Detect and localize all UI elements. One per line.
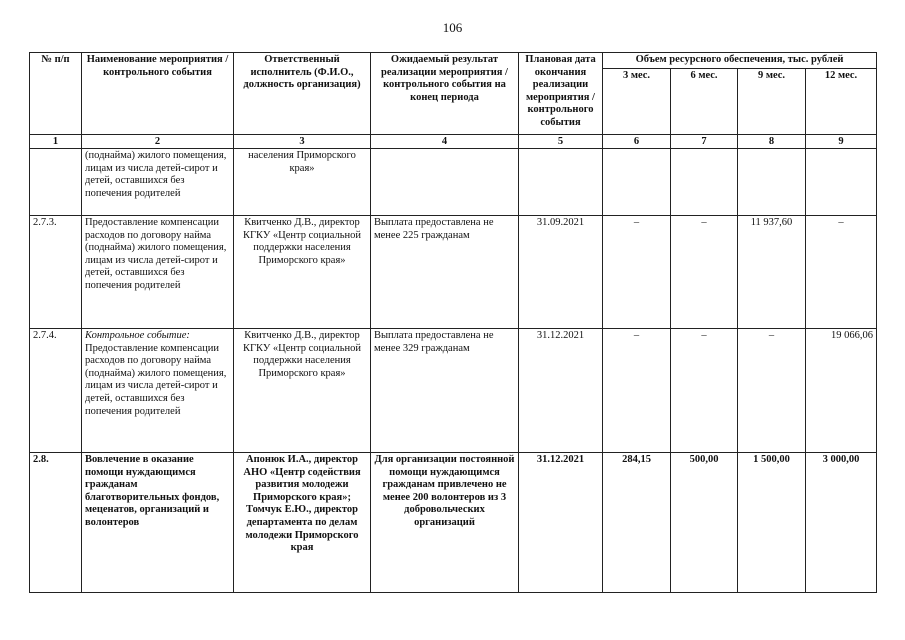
header-resources: Объем ресурсного обеспечения, тыс. рублей (603, 53, 877, 69)
row-name-text: Предоставление компенсации расходов по договору найма (поднайма) жилого помещения, лицам из числа детей-сирот и детей, оставшихся без попечения родителей (85, 217, 227, 291)
action-plan-table (29, 52, 877, 593)
header-num: № п/п (30, 53, 82, 135)
row-name (82, 216, 234, 329)
row-executor: населения Приморского края» (234, 149, 371, 216)
row-value-6m (671, 149, 738, 216)
row-value-12m: – (806, 216, 877, 329)
row-name-prefix: Контрольное событие: (85, 330, 190, 341)
row-value-9m: 1 500,00 (738, 453, 806, 593)
row-planned-date (519, 149, 603, 216)
row-planned-date: 31.09.2021 (519, 216, 603, 329)
row-name (82, 329, 234, 453)
page-number: 106 (442, 20, 463, 35)
row-value-3m (603, 149, 671, 216)
header-6-months: 6 мес. (671, 69, 738, 135)
column-number-row (30, 135, 877, 149)
table-row (30, 216, 877, 329)
row-expected-result: Выплата предоставлена не менее 329 гражданам (371, 329, 519, 453)
table-row (30, 329, 877, 453)
row-value-9m: – (738, 329, 806, 453)
row-executor: Квитченко Д.В., директор КГКУ «Центр социальной поддержки населения Приморского края» (234, 329, 371, 453)
row-value-12m: 3 000,00 (806, 453, 877, 593)
row-value-12m: 19 066,06 (806, 329, 877, 453)
row-executor: Квитченко Д.В., директор КГКУ «Центр социальной поддержки населения Приморского края» (234, 216, 371, 329)
row-expected-result: Выплата предоставлена не менее 225 гражданам (371, 216, 519, 329)
column-number: 4 (371, 135, 519, 149)
header-12-months: 12 мес. (806, 69, 877, 135)
row-name (82, 453, 234, 593)
row-expected-result (371, 149, 519, 216)
column-number: 7 (671, 135, 738, 149)
row-value-3m: – (603, 216, 671, 329)
row-executor: Апонюк И.А., директор АНО «Центр содействия развития молодежи Приморского края»; Томчук Е.Ю., директор департамента по делам молодежи Приморского края (234, 453, 371, 593)
table-row (30, 149, 877, 216)
row-planned-date: 31.12.2021 (519, 329, 603, 453)
row-number: 2.7.4. (30, 329, 82, 453)
row-value-9m: 11 937,60 (738, 216, 806, 329)
row-value-6m: – (671, 216, 738, 329)
row-number: 2.8. (30, 453, 82, 593)
row-name-text: Вовлечение в оказание помощи нуждающимся гражданам благотворительных фондов, меценатов, организаций и волонтеров (85, 454, 220, 528)
table-row (30, 453, 877, 593)
column-number: 3 (234, 135, 371, 149)
row-number: 2.7.3. (30, 216, 82, 329)
row-value-6m: – (671, 329, 738, 453)
header-9-months: 9 мес. (738, 69, 806, 135)
header-expected-result: Ожидаемый результат реализации мероприятия / контрольного события на конец периода (371, 53, 519, 135)
header-name: Наименование мероприятия / контрольного события (82, 53, 234, 135)
row-number (30, 149, 82, 216)
column-number: 8 (738, 135, 806, 149)
row-name-text: Предоставление компенсации расходов по договору найма (поднайма) жилого помещения, лицам из числа детей-сирот и детей, оставшихся без попечения родителей (85, 342, 227, 417)
column-number: 5 (519, 135, 603, 149)
row-planned-date: 31.12.2021 (519, 453, 603, 593)
header-executor: Ответственный исполнитель (Ф.И.О., должность организация) (234, 53, 371, 135)
column-number: 6 (603, 135, 671, 149)
column-number: 2 (82, 135, 234, 149)
column-number: 9 (806, 135, 877, 149)
header-planned-date: Плановая дата окончания реализации мероприятия / контрольного события (519, 53, 603, 135)
row-value-3m: – (603, 329, 671, 453)
row-name-text: (поднайма) жилого помещения, лицам из числа детей-сирот и детей, оставшихся без попечения родителей (85, 150, 227, 199)
column-number: 1 (30, 135, 82, 149)
row-value-9m (738, 149, 806, 216)
row-name (82, 149, 234, 216)
row-value-6m: 500,00 (671, 453, 738, 593)
row-expected-result: Для организации постоянной помощи нуждающимся гражданам привлечено не менее 200 волонтеров из 3 добровольческих организаций (371, 453, 519, 593)
header-3-months: 3 мес. (603, 69, 671, 135)
row-value-3m: 284,15 (603, 453, 671, 593)
row-value-12m (806, 149, 877, 216)
